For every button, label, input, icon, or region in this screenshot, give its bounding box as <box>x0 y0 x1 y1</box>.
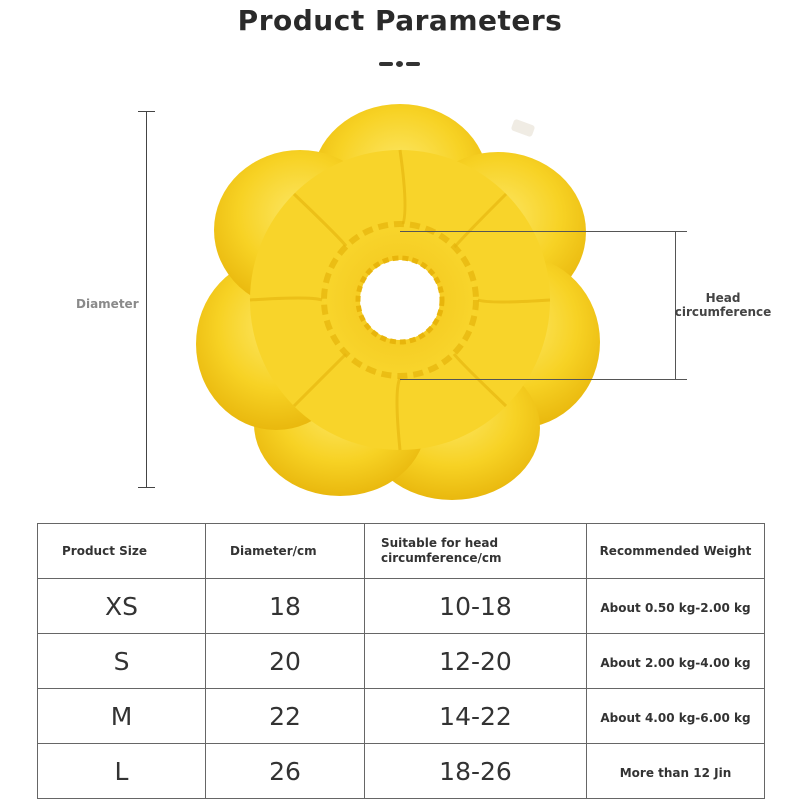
table-row <box>38 689 765 744</box>
size-cell: S <box>113 646 130 676</box>
table-row <box>38 634 765 689</box>
size-cell: L <box>114 756 129 786</box>
diameter-cap-bottom <box>138 487 155 488</box>
weight-cell: More than 12 Jin <box>619 765 732 780</box>
head-cell: 10-18 <box>439 591 512 621</box>
diameter-cell: 18 <box>269 591 301 621</box>
head-measure-line-top <box>400 231 687 232</box>
size-parameters-table <box>37 523 765 799</box>
header-product-size: Product Size <box>38 524 206 579</box>
diameter-label: Diameter <box>76 297 139 311</box>
size-cell: M <box>110 701 133 731</box>
diameter-cell: 22 <box>269 701 301 731</box>
head-cell: 18-26 <box>439 756 512 786</box>
table-row <box>38 744 765 799</box>
header-head-circumference: Suitable for head circumference/cm <box>365 524 587 579</box>
head-measure-line-bottom <box>400 379 687 380</box>
page-title: Product Parameters <box>237 4 563 37</box>
weight-cell: About 4.00 kg-6.00 kg <box>600 710 751 725</box>
diameter-cell: 26 <box>269 756 301 786</box>
head-circumference-label: Head circumference <box>674 291 772 319</box>
header-recommended-weight: Recommended Weight <box>587 524 765 579</box>
size-cell: XS <box>105 591 138 621</box>
head-cell: 14-22 <box>439 701 512 731</box>
weight-cell: About 2.00 kg-4.00 kg <box>600 655 751 670</box>
diameter-cell: 20 <box>269 646 301 676</box>
diameter-measure-line <box>146 111 147 487</box>
table-row <box>38 579 765 634</box>
weight-cell: About 0.50 kg-2.00 kg <box>600 600 751 615</box>
table-header-row <box>38 524 765 579</box>
title-divider <box>379 61 421 67</box>
flower-cone-collar-image <box>190 100 610 500</box>
head-cell: 12-20 <box>439 646 512 676</box>
header-diameter: Diameter/cm <box>206 524 365 579</box>
